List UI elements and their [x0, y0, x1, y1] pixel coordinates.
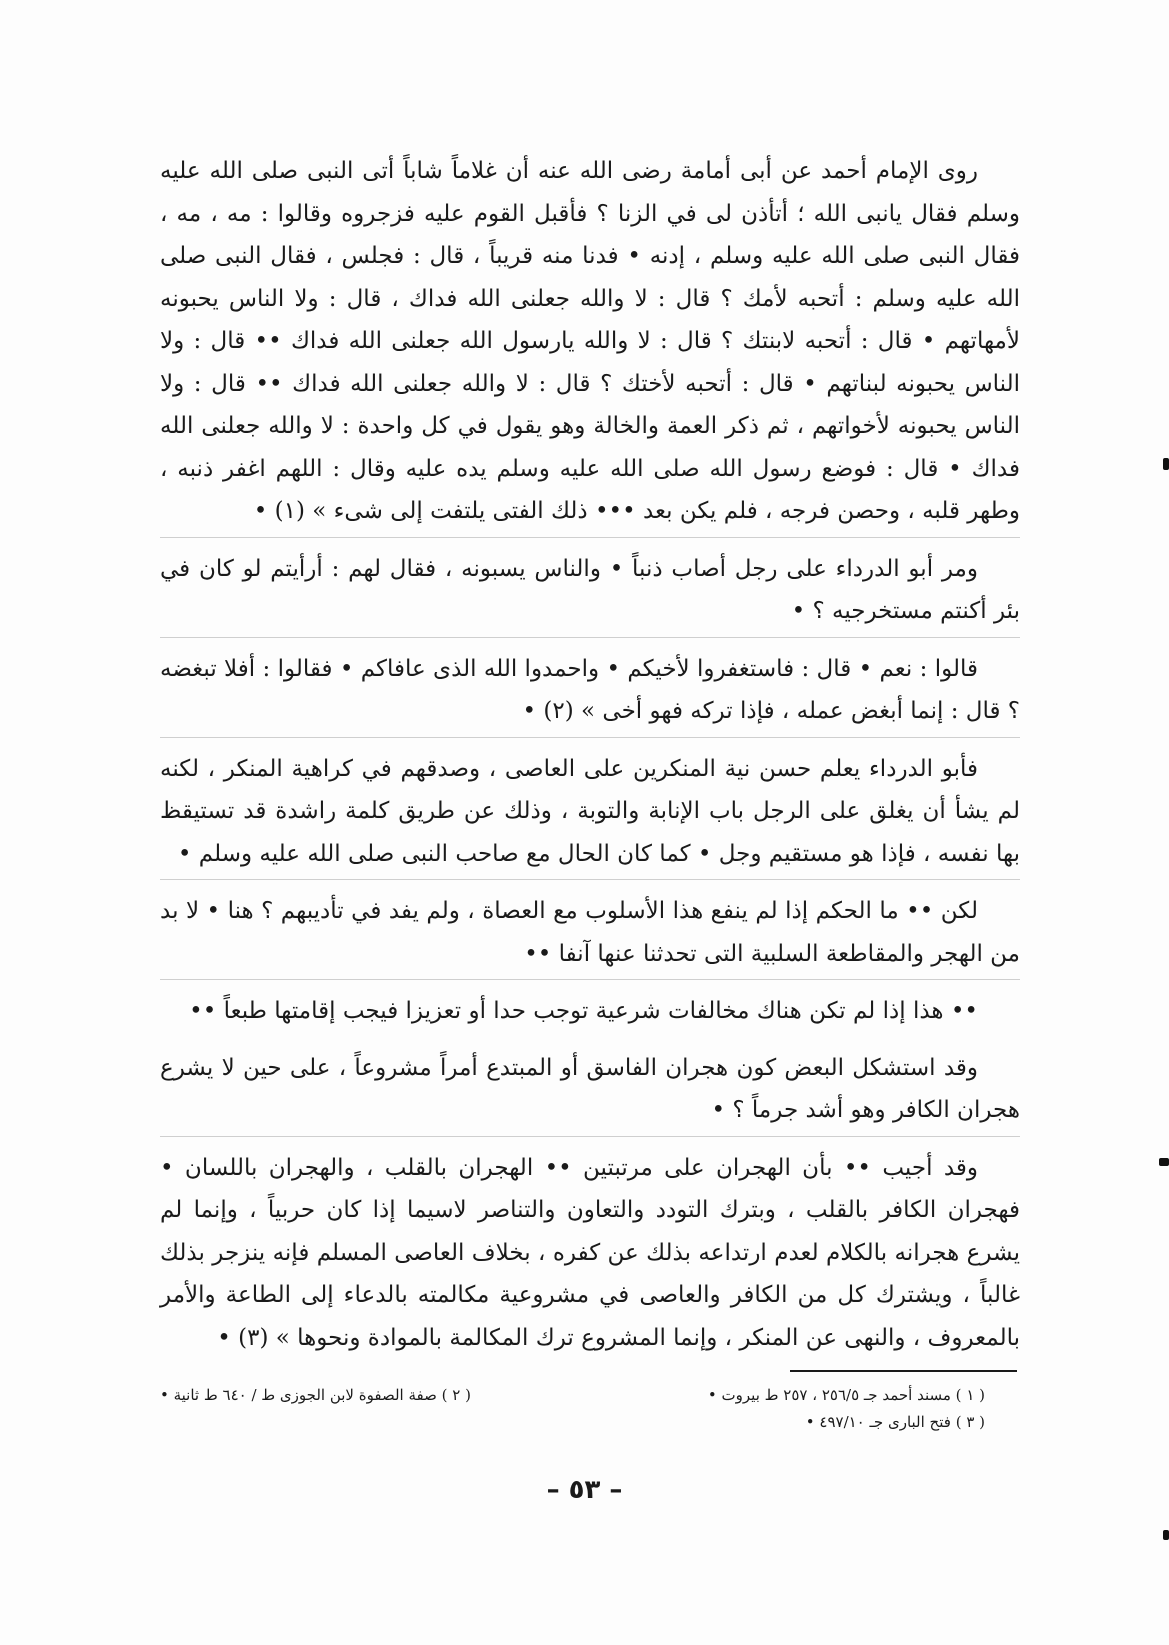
paragraph-note: •• هذا إذا لم تكن هناك مخالفات شرعية توجب حدا أو تعزيزا فيجب إقامتها طبعاً •• [189, 998, 978, 1024]
paragraph-abu-darda: ومر أبو الدرداء على رجل أصاب ذنباً • والناس يسبونه ، فقال لهم : أرأيتم لو كان في بئر أكنتم مستخرجيه ؟ • [160, 548, 1020, 638]
scan-artifact [1159, 1158, 1169, 1166]
footnote-1: ( ١ ) مسند أحمد جـ ٢٥٦/٥ ، ٢٥٧ ط بيروت • [707, 1386, 985, 1404]
scan-artifact [1163, 458, 1169, 470]
paragraph-answer: وقد أجيب •• بأن الهجران على مرتبتين •• الهجران بالقلب ، والهجران باللسان • فهجران الكافر بالقلب ، وبترك التودد والتعاون والتناصر لاسيما إذا كان حربياً ، وإنما لم يشرع هجرانه بالكلام لعدم ارتداعه بذلك عن كفره ، بخلاف العاصى المسلم فإنه ينزجر بذلك غالباً ، ويشترك كل من الكافر والعاصى في مشروعية مكالمته بالدعاء إلى الطاعة والأمر بالمعروف ، والنهى عن المنكر ، وإنما المشروع ترك المكالمة بالموادة ونحوها » (٣) • [160, 1154, 1020, 1351]
paragraph-hadith: روى الإمام أحمد عن أبى أمامة رضى الله عنه أن غلاماً شاباً أتى النبى صلى الله عليه وسلم فقال يانبى الله ؛ أتأذن لى في الزنا ؟ فأقبل القوم عليه فزجروه وقالوا : مه ، مه ، فقال النبى صلى الله عليه وسلم ، إدنه • فدنا منه قريباً ، قال : فجلس ، فقال النبى صلى الله عليه وسلم : أتحبه لأمك ؟ قال : لا والله جعلنى الله فداك ، قال : ولا الناس يحبونه لأمهاتهم • قال : أتحبه لابنتك ؟ قال : لا والله يارسول الله جعلنى الله فداك •• قال : ولا الناس يحبونه لبناتهم • قال : أتحبه لأختك ؟ قال : لا والله جعلنى الله فداك •• قال : ولا الناس يحبونه لأخواتهم ، ثم ذكر العمة والخالة وهو يقول في كل واحدة : لا والله جعلنى الله فداك • قال : فوضع رسول الله صلى الله عليه وسلم يده عليه وقال : اللهم اغفر ذنبه ، وطهر قلبه ، وحصن فرجه ، فلم يكن بعد ••• ذلك الفتى يلتفت إلى شىء » (١) • [160, 150, 1020, 538]
footnote-row [160, 1409, 1015, 1436]
scan-artifact [1163, 1530, 1169, 1540]
main-text [160, 150, 1020, 1373]
footnotes [160, 1382, 1015, 1436]
paragraph-reply: قالوا : نعم • قال : فاستغفروا لأخيكم • واحمدوا الله الذى عافاكم • فقالوا : أفلا تبغضه ؟ قال : إنما أبغض عمله ، فإذا تركه فهو أخى » (٢) • [160, 648, 1020, 738]
footnote-divider [790, 1370, 1017, 1372]
paragraph-question: وقد استشكل البعض كون هجران الفاسق أو المبتدع أمراً مشروعاً ، على حين لا يشرع هجران الكافر وهو أشد جرماً ؟ • [160, 1047, 1020, 1137]
page-number: – ٥٣ – [546, 1475, 623, 1505]
paragraph-commentary: فأبو الدرداء يعلم حسن نية المنكرين على العاصى ، وصدقهم في كراهية المنكر ، لكنه لم يشأ أن يغلق على الرجل باب الإنابة والتوبة ، وذلك عن طريق كلمة راشدة قد تستيقظ بها نفسه ، فإذا هو مستقيم وجل • كما كان الحال مع صاحب النبى صلى الله عليه وسلم • [160, 748, 1020, 881]
footnote-row [160, 1382, 1015, 1409]
footnote-3: ( ٣ ) فتح البارى جـ ٤٩٧/١٠ • [805, 1413, 985, 1431]
footnote-2: ( ٢ ) صفة الصفوة لابن الجوزى ط / ٦٤٠ ط ثانية • [160, 1386, 471, 1404]
paragraph-ruling: لكن •• ما الحكم إذا لم ينفع هذا الأسلوب مع العصاة ، ولم يفد في تأديبهم ؟ هنا • لا بد من الهجر والمقاطعة السلبية التى تحدثنا عنها آنفا •• [160, 890, 1020, 980]
